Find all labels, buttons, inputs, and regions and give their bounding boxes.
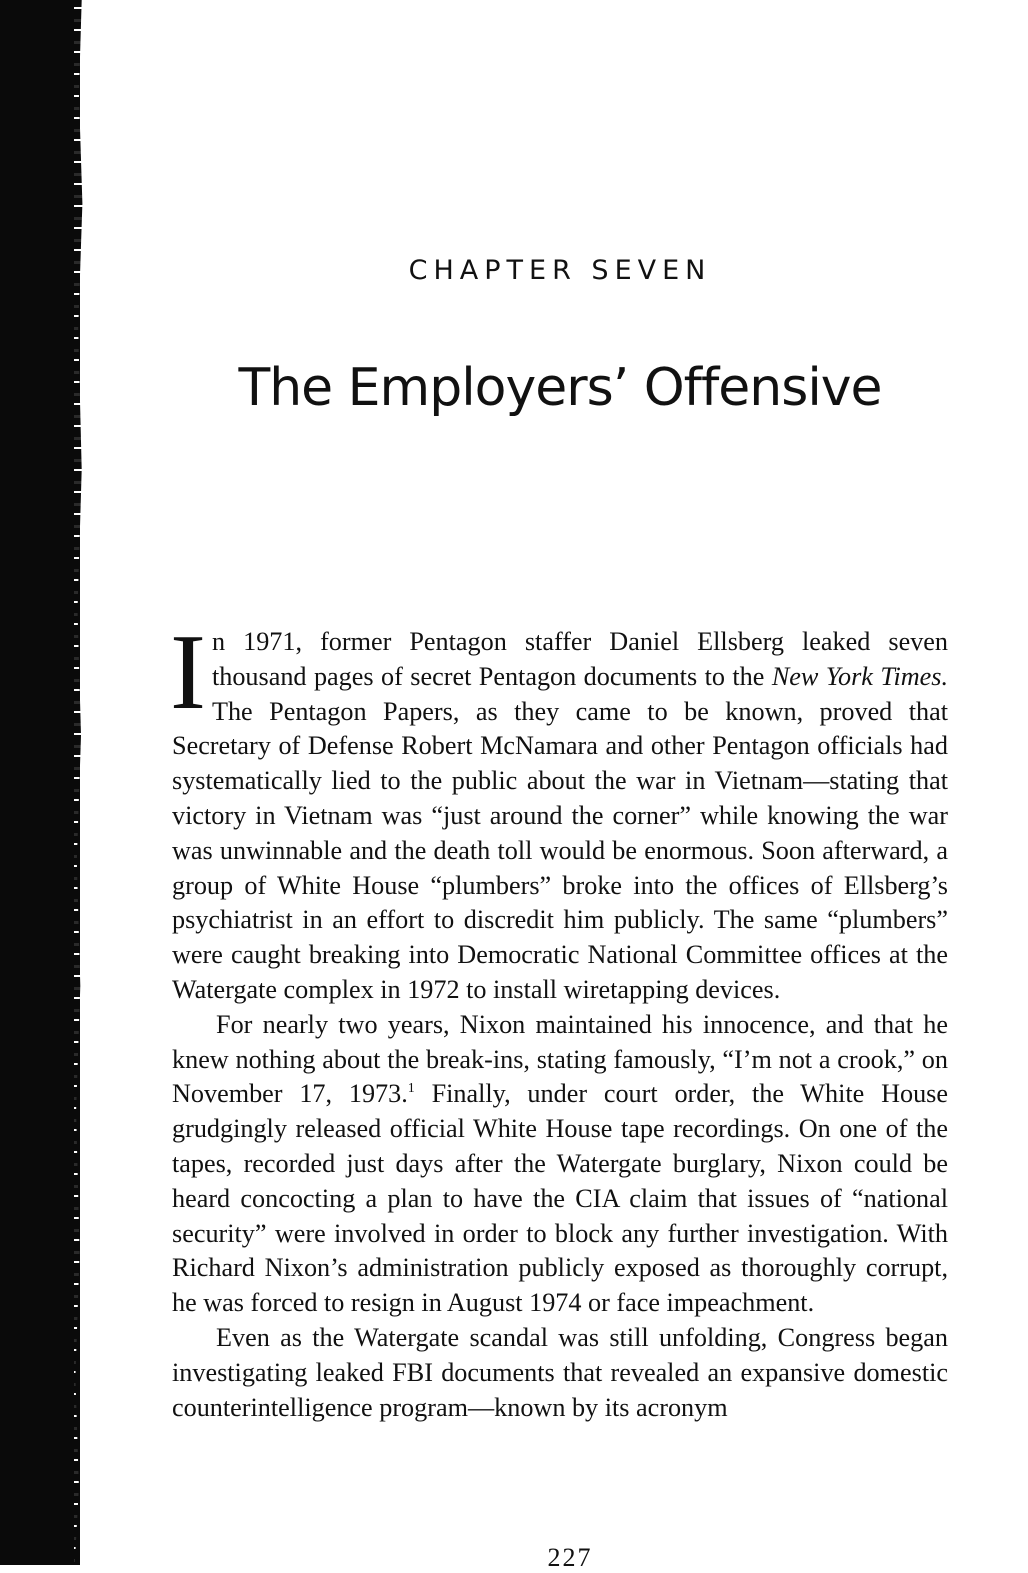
paragraph-1-text-a: n 1971, former Pentagon staffer Daniel Ellsberg leaked seven thousand pages of secret Pentagon documents to the bbox=[211, 627, 948, 691]
paragraph-2-text-a: For nearly two years, Nixon maintained his innocence, and that he knew nothing about the break-ins, stating famously, “I’m not a crook,” on November 17, 1973. bbox=[172, 1009, 948, 1109]
newspaper-title: New York Times. bbox=[771, 661, 948, 691]
drop-cap: I bbox=[170, 613, 206, 732]
paragraph-3-text: Even as the Watergate scandal was still unfolding, Congress began investigating leaked FBI documents that revealed an expansive domestic counterintelligence program—known by its acronym bbox=[172, 1322, 948, 1422]
paragraph-3 bbox=[172, 1321, 948, 1425]
footnote-marker: 1 bbox=[407, 1081, 415, 1097]
book-spine-shadow bbox=[0, 0, 80, 1565]
paragraph-2 bbox=[172, 1008, 948, 1321]
chapter-label: CHAPTER SEVEN bbox=[408, 255, 712, 286]
body-text bbox=[170, 613, 948, 1425]
paragraph-1 bbox=[170, 613, 948, 1008]
book-spine-edge bbox=[74, 0, 88, 1565]
paragraph-1-text-b: The Pentagon Papers, as they came to be known, proved that Secretary of Defense Robert McNamara and other Pentagon officials had systematically lied to the public about the war in Vietnam—stating that victory in Vietnam was “just around the corner” while knowing the war was unwinnable and the death toll would be enormous. Soon afterward, a group of White House “plumbers” broke into the offices of Ellsberg’s psychiatrist in an effort to discredit him publicly. The same “plumbers” were caught breaking into Democratic National Committee offices at the Watergate complex in 1972 to install wiretapping devices. bbox=[172, 696, 948, 1004]
page-number: 227 bbox=[547, 1543, 593, 1572]
paragraph-2-text-b: Finally, under court order, the White House grudgingly released official White House tape recordings. On one of the tapes, recorded just days after the Watergate burglary, Nixon could be heard concocting a plan to have the CIA claim that issues of “national security” were involved in order to block any further investigation. With Richard Nixon’s administration publicly exposed as thoroughly corrupt, he was forced to resign in August 1974 or face impeachment. bbox=[172, 1079, 948, 1318]
chapter-title: The Employers’ Offensive bbox=[238, 358, 882, 418]
